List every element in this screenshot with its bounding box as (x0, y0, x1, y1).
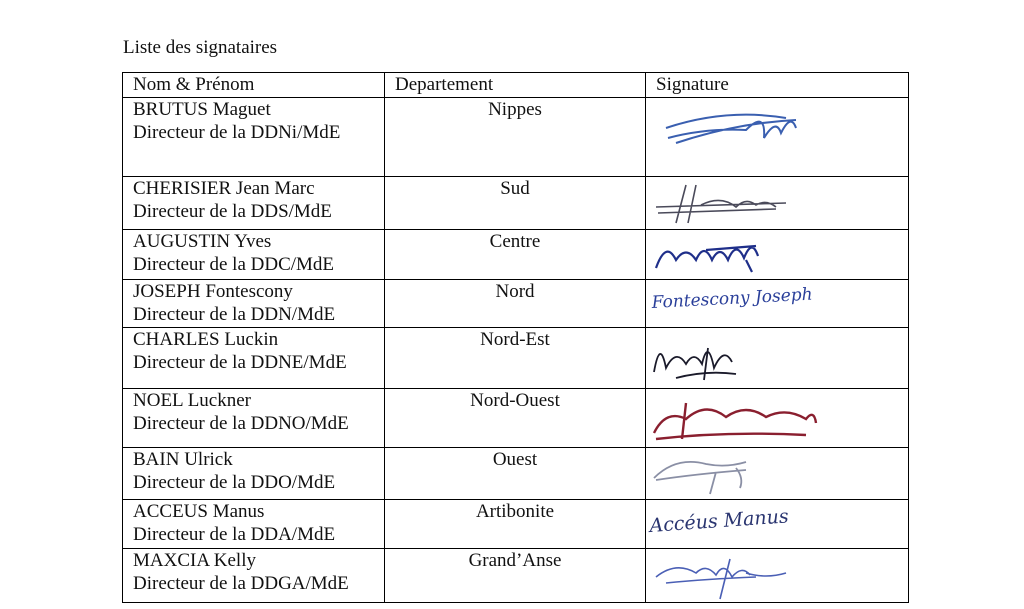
document-title: Liste des signataires (123, 37, 278, 58)
signatory-role: Directeur de la DDA/MdE (133, 524, 336, 545)
name-cell (123, 448, 385, 500)
table-row (123, 177, 909, 230)
signature-image (646, 177, 909, 230)
signatory-role: Directeur de la DDN/MdE (133, 304, 336, 325)
name-cell (123, 230, 385, 280)
signatory-role: Directeur de la DDNi/MdE (133, 122, 341, 143)
signatory-name: JOSEPH Fontescony (133, 281, 293, 302)
signatory-role: Directeur de la DDNE/MdE (133, 352, 347, 373)
header-signature: Signature (646, 73, 909, 98)
department-cell: Nord-Est (385, 328, 646, 389)
signatories-table (122, 72, 909, 603)
department-cell: Nord (385, 280, 646, 328)
name-cell (123, 549, 385, 603)
table-row (123, 98, 909, 177)
name-cell (123, 177, 385, 230)
signature-image (646, 448, 909, 500)
table-row (123, 280, 909, 328)
header-department: Departement (385, 73, 646, 98)
department-cell: Centre (385, 230, 646, 280)
signatory-role: Directeur de la DDC/MdE (133, 254, 335, 275)
table-row (123, 549, 909, 603)
signatory-role: Directeur de la DDNO/MdE (133, 413, 349, 434)
table-row (123, 328, 909, 389)
signatory-role: Directeur de la DDO/MdE (133, 472, 336, 493)
signatory-name: NOEL Luckner (133, 390, 251, 411)
signature-image (646, 230, 909, 280)
name-cell (123, 500, 385, 549)
signature-cell (646, 98, 909, 177)
svg-text:Accéus Manus: Accéus Manus (648, 505, 790, 537)
department-cell: Ouest (385, 448, 646, 500)
signatory-name: ACCEUS Manus (133, 501, 265, 522)
signature-cell (646, 328, 909, 389)
department-cell: Artibonite (385, 500, 646, 549)
svg-text:Fontescony Joseph: Fontescony Joseph (651, 284, 814, 313)
signature-cell (646, 500, 909, 549)
signature-image (646, 98, 909, 177)
signature-image (646, 328, 909, 389)
department-cell: Grand’Anse (385, 549, 646, 603)
name-cell (123, 389, 385, 448)
signature-cell (646, 389, 909, 448)
signatory-name: AUGUSTIN Yves (133, 231, 272, 252)
signature-image (646, 389, 909, 448)
table-row (123, 500, 909, 549)
table-header-row (123, 73, 909, 98)
signature-cell (646, 230, 909, 280)
signatory-name: MAXCIA Kelly (133, 550, 256, 571)
signature-cell (646, 448, 909, 500)
signature-image (646, 280, 909, 328)
signature-cell (646, 177, 909, 230)
name-cell (123, 280, 385, 328)
table-row (123, 448, 909, 500)
department-cell: Nippes (385, 98, 646, 177)
signatory-name: BAIN Ulrick (133, 449, 233, 470)
signatory-name: BRUTUS Maguet (133, 99, 271, 120)
signature-image (646, 549, 909, 603)
department-cell: Sud (385, 177, 646, 230)
signature-cell (646, 549, 909, 603)
signatory-role: Directeur de la DDGA/MdE (133, 573, 349, 594)
name-cell (123, 98, 385, 177)
signatory-role: Directeur de la DDS/MdE (133, 201, 332, 222)
signature-image (646, 500, 909, 549)
table-row (123, 389, 909, 448)
signature-cell (646, 280, 909, 328)
name-cell (123, 328, 385, 389)
department-cell: Nord-Ouest (385, 389, 646, 448)
signatory-name: CHARLES Luckin (133, 329, 279, 350)
signatory-name: CHERISIER Jean Marc (133, 178, 315, 199)
table-row (123, 230, 909, 280)
header-name: Nom & Prénom (123, 73, 385, 98)
